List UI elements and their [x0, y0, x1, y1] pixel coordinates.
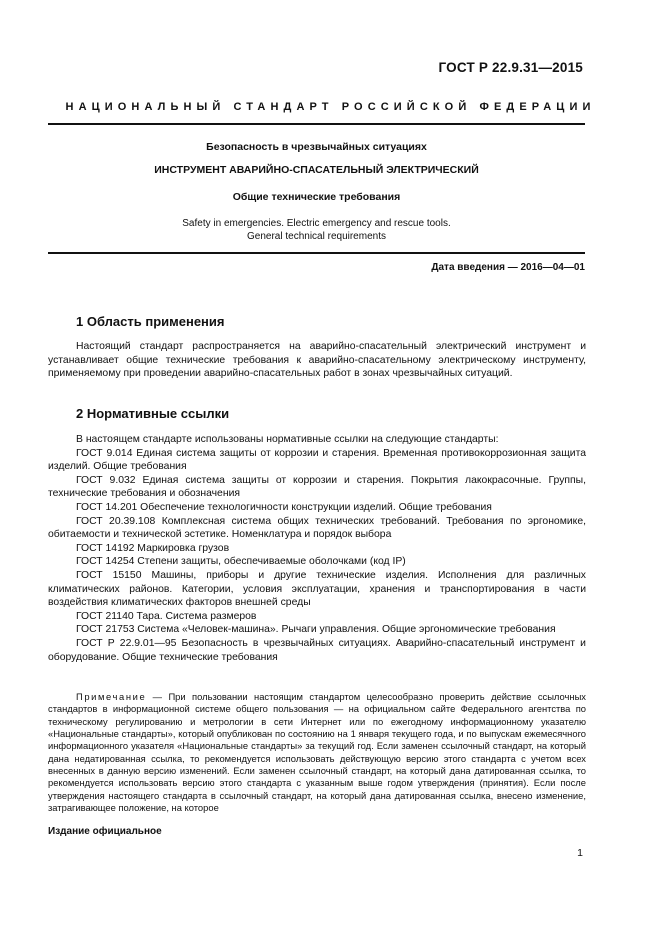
national-standard-heading: НАЦИОНАЛЬНЫЙ СТАНДАРТ РОССИЙСКОЙ ФЕДЕРАЦИИ — [65, 101, 596, 113]
document-title: ИНСТРУМЕНТ АВАРИЙНО-СПАСАТЕЛЬНЫЙ ЭЛЕКТРИЧЕСКИЙ — [154, 164, 479, 176]
divider-bottom — [48, 252, 585, 254]
subject-line: Безопасность в чрезвычайных ситуациях — [206, 141, 427, 153]
reference-item: ГОСТ 15150 Машины, приборы и другие технические изделия. Исполнения для различных климатических районов. Категории, условия эксплуатации, хранения и транспортирования в части воздействия климатических факторов внешней среды — [48, 569, 586, 609]
reference-item: ГОСТ 20.39.108 Комплексная система общих технических требований. Требования по эргономике, обитаемости и технической эстетике. Номенклатура и порядок выбора — [48, 515, 586, 541]
note-paragraph — [48, 691, 586, 814]
reference-item: ГОСТ 14254 Степени защиты, обеспечиваемые оболочками (код IP) — [76, 556, 406, 568]
reference-item: ГОСТ 9.014 Единая система защиты от коррозии и старения. Временная противокоррозионная защита изделий. Общие требования — [48, 447, 586, 473]
section1-text: Настоящий стандарт распространяется на аварийно-спасательный электрический инструмент и устанавливает общие технические требования к аварийно-спасательному электрическому инструменту, применяемому при проведении аварийно-спасательных работ в зонах чрезвычайных ситуаций. — [48, 341, 586, 380]
reference-item: ГОСТ 9.032 Единая система защиты от коррозии и старения. Покрытия лакокрасочные. Группы, технические требования и обозначения — [48, 474, 586, 500]
english-title-line2: General technical requirements — [247, 231, 386, 242]
standard-number: ГОСТ Р 22.9.31—2015 — [438, 60, 583, 75]
reference-item: ГОСТ 21753 Система «Человек-машина». Рычаги управления. Общие эргономические требования — [76, 624, 556, 636]
reference-item: ГОСТ 14192 Маркировка грузов — [76, 542, 230, 554]
section1-heading: 1 Область применения — [76, 314, 225, 329]
note-text: — При пользовании настоящим стандартом целесообразно проверить действие ссылочных стандартов в информационной системе общего пользования — на официальном сайте Федерального агентства по техническому регулированию и метрологии в сети Интернет или по ежегодному информационному указателю «Национальные стандарты», который опубликован по состоянию на 1 января текущего года, и по выпускам ежемесячного информационного указателя «Национальные стандарты» за текущий год. Если заменен ссылочный стандарт, на который дана недатированная ссылка, то рекомендуется использовать действующую версию этого стандарта с учетом всех внесенных в данную версию изменений. Если заменен ссылочный стандарт, на который дана датированная ссылка, то рекомендуется использовать версию этого стандарта с указанным выше годом утверждения (принятия). Если после утверждения настоящего стандарта в ссылочный стандарт, на который дана датированная ссылка, внесено изменение, затрагивающее положение, на которое — [48, 691, 586, 814]
official-edition-label: Издание официальное — [48, 826, 162, 837]
introduction-date: Дата введения — 2016—04—01 — [431, 262, 585, 273]
references-list — [48, 433, 586, 664]
section2-heading: 2 Нормативные ссылки — [76, 406, 230, 421]
reference-item: ГОСТ 14.201 Обеспечение технологичности конструкции изделий. Общие требования — [76, 501, 492, 513]
divider-top — [48, 123, 585, 125]
english-title-line1: Safety in emergencies. Electric emergency and rescue tools. — [182, 218, 451, 229]
references-intro: В настоящем стандарте использованы нормативные ссылки на следующие стандарты: — [76, 434, 499, 445]
note-label: Примечание — [76, 691, 147, 702]
document-subtitle: Общие технические требования — [232, 191, 401, 203]
english-title — [48, 217, 585, 243]
reference-item: ГОСТ 21140 Тара. Система размеров — [76, 610, 257, 622]
page-number: 1 — [577, 847, 583, 859]
reference-item: ГОСТ Р 22.9.01—95 Безопасность в чрезвычайных ситуациях. Аварийно-спасательный инструмент и оборудование. Общие технические требования — [48, 637, 586, 663]
